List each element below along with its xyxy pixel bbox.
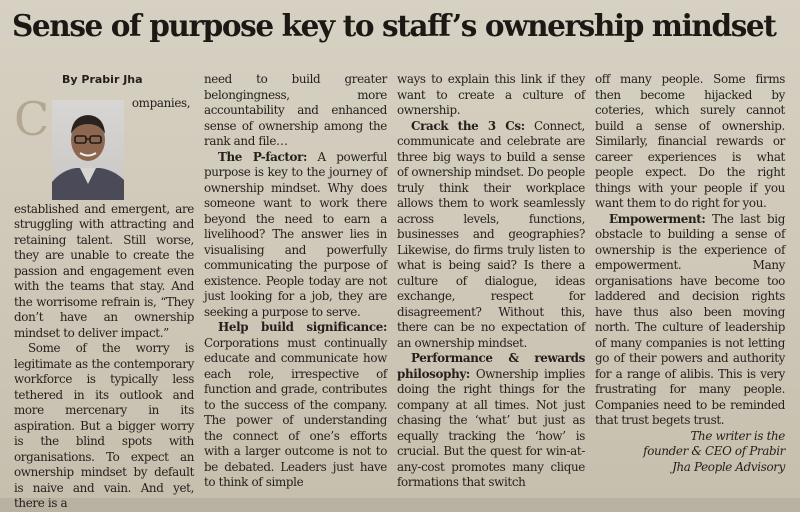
drop-cap: C (14, 91, 49, 146)
paragraph: Some of the worry is legitimate as the contemporary workforce is typically less tethered in its outlook and more mercenary in its aspiration. But a bigger worry is the blind spots with organisations. To expect an ownership mindset by default is naive and vain. And yet, there is a (14, 341, 194, 510)
paragraph-text: Connect, communicate and celebrate are three big ways to build a sense of ownership mindset. Do people truly think their workplace allows them to work seamlessly across levels, functions, businesses and geographies? Likewise, do firms truly listen to what is being said? Is there a culture of dialogue, ideas exchange, respect for disagreement? Without this, there can be no expectation of an ownership mindset. (397, 118, 585, 350)
paragraph: need to build greater belongingness, more accountability and enhanced sense of ownership among the rank and file… (204, 72, 387, 148)
column-1 (14, 72, 194, 510)
author-photo (52, 100, 124, 200)
paragraph-text: A powerful purpose is key to the journey of ownership mindset. Why does someone want to work there beyond the need to earn a livelihood? The answer lies in visualising and powerfully communicating the purpose of existence. People today are not just looking for a job, they are seeking a purpose to serve. (204, 149, 388, 319)
section-heading: Empowerment: (609, 211, 706, 226)
section-heading: Performance & rewards philosophy: (397, 351, 585, 381)
column-3 (397, 72, 585, 492)
headline: Sense of purpose key to staff’s ownership mindset (12, 8, 776, 43)
byline: By Prabir Jha (62, 73, 143, 86)
paragraph: off many people. Some firms then become hijacked by coteries, which surely cannot build a sense of ownership. Similarly, financial rewards or career experiences is what people expect. Do the right things with your people if you want them to do right for you. (595, 72, 785, 210)
column-4 (595, 72, 785, 492)
paragraph (595, 212, 785, 429)
section-heading: Crack the 3 Cs: (411, 118, 525, 133)
section-heading: Help build significance: (218, 320, 387, 334)
paragraph-text: Corporations must continually educate and communicate how each role, irrespective of function and grade, contributes to the success of the company. The power of understanding the connect of one’s efforts with a larger outcome is not to be debated. Leaders just have to think of simple (204, 335, 387, 489)
paragraph-text: Ownership implies doing the right things for the company at all times. Not just chasing the ‘what’ but just as equally tracking the ‘how’ is crucial. But the quest for win-at-any-cost promotes many clique formations that switch (397, 366, 585, 489)
paragraph: ompanies, established and emergent, are struggling with attracting and retaining talent. Still worse, they are unable to create the passion and engagement even with the teams that stay. And the worrisome refrain is, “They don’t have an ownership mindset to deliver impact.” (14, 95, 194, 340)
section-heading: The P-factor: (218, 149, 308, 164)
column-2 (204, 72, 387, 492)
author-note-line: founder & CEO of Prabir (643, 444, 785, 458)
paragraph (204, 150, 387, 321)
paragraph (397, 351, 585, 491)
author-note-line: The writer is the (690, 428, 785, 443)
paragraph (204, 320, 387, 491)
author-note (595, 429, 785, 476)
paragraph: ways to explain this link if they want to create a culture of ownership. (397, 72, 585, 117)
paragraph-text: The last big obstacle to building a sense of ownership is the experience of empowerment. Many organisations have become too laddered and decision rights have thus also been moving north. The culture of leadership of many companies is not letting go of their powers and authority for a range of alibis. This is very frustrating for many people. Companies need to be reminded that trust begets trust. (595, 211, 785, 427)
paragraph (397, 119, 585, 352)
author-note-line: Jha People Advisory (672, 459, 785, 474)
